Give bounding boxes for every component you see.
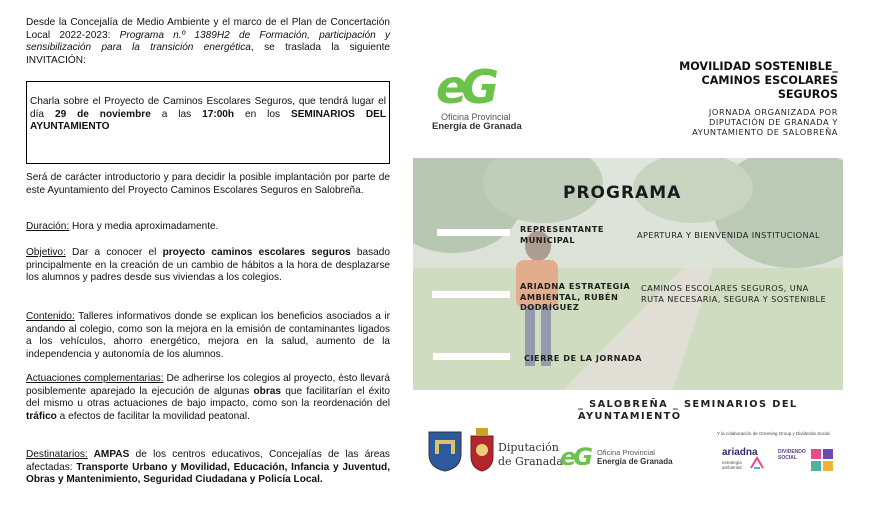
flyer-subtitle: JORNADA ORGANIZADA POR DIPUTACIÓN DE GRANADA Y AYUNTAMIENTO DE SALOBREÑA [692,107,838,137]
energia-granada-logo [432,60,548,134]
destinatarios-paragraph: Destinatarios: AMPAS de los centros educativos, Concejalías de las áreas afectadas: Transporte Urbano y Movilidad, Educación, Infancia y Juventud, Obras y Mantenimiento, Seguridad Ciudadana y Policía Local. [26,449,390,486]
diputacion-logo-text: Diputación de Granada [498,441,563,468]
item-1-topic: APERTURA Y BIENVENIDA INSTITUCIONAL [637,230,820,240]
objetivo-paragraph: Objetivo: Dar a conocer el proyecto caminos escolares seguros basado principalmente en la creación de un cambio de hábitos a la hora de desplazarse los alumnos y padres desde sus viviendas a los colegios. [26,247,390,284]
flyer-title: MOVILIDAD SOSTENIBLE_ CAMINOS ESCOLARES SEGUROS [679,60,838,101]
programa-heading: PROGRAMA [563,183,682,203]
salobrena-coat-of-arms-icon [427,430,463,472]
item-2-speaker: ARIADNA ESTRATEGIA AMBIENTAL, RUBÉN DODRÍGUEZ [520,281,631,312]
dividendo-social-mark-icon [811,449,833,471]
item-3-white-bar [433,353,510,360]
item-1-white-bar [437,229,510,236]
intro-paragraph: Desde la Concejalía de Medio Ambiente y el marco de el Plan de Concertación Local 2022-2023: Programa n.º 1389H2 de Formación, participación y sensibilización para la transición energética, se traslada la siguiente INVITACIÓN: [26,17,390,66]
ariadna-logo-subtitle: estrategia ambiental [722,460,742,470]
intro-description: Será de carácter introductorio y para decidir la posible implantación por parte de este Ayuntamiento del Proyecto Caminos Escolares Seguros en Salobreña. [26,172,390,196]
collaboration-note: Y la colaboración de Greening Group y Dividendo Social [717,431,830,436]
invitation-text: Charla sobre el Proyecto de Caminos Escolares Seguros, que tendrá lugar el día 29 de noviembre a las 17:00h en los SEMINARIOS DEL AYUNTAMIENTO [30,96,387,133]
logo-line-2: Energía de Granada [432,121,522,132]
actuaciones-paragraph: Actuaciones complementarias: De adherirse los colegios al proyecto, ésto llevará posiblemente aparejado la ejecución de algunas obras que facilitarían el éxito del mismo u otras actuaciones de bajo impacto, como son la reordenación del tráfico a efectos de facilitar la movilidad peatonal. [26,373,390,422]
ariadna-mark-icon [749,456,765,470]
contenido-paragraph: Contenido: Talleres informativos donde se explican los beneficios asociados a ir andando al colegio, como son la mejora en la emisión de contaminantes ligados a los vehículos, ahorro energético, mejora en la salud, aumento de la independencia y autonomía de los alumnos. [26,311,390,360]
duracion-paragraph: Duración: Hora y media aproximadamente. [26,221,219,232]
invitation-box [26,81,390,164]
ariadna-logo: ariadna [722,447,758,458]
eg-logo-mark: eG [436,60,493,114]
logo-line-1: Oficina Provincial [441,112,511,122]
item-2-topic: CAMINOS ESCOLARES SEGUROS, UNA RUTA NECESARIA, SEGURA Y SOSTENIBLE [641,283,827,304]
item-1-speaker: REPRESENTANTE MUNICIPAL [520,224,604,245]
energia-granada-small-logo: eG Oficina Provincial Energía de Granada [560,443,673,471]
diputacion-crest-icon [469,428,495,472]
item-3-speaker: CIERRE DE LA JORNADA [524,353,642,363]
dividendo-social-logo: DIVIDENDO SOCIAL [778,449,806,461]
venue-footer: _ SALOBREÑA _ SEMINARIOS DEL AYUNTAMIENTO [578,399,798,422]
item-2-white-bar [432,291,510,298]
